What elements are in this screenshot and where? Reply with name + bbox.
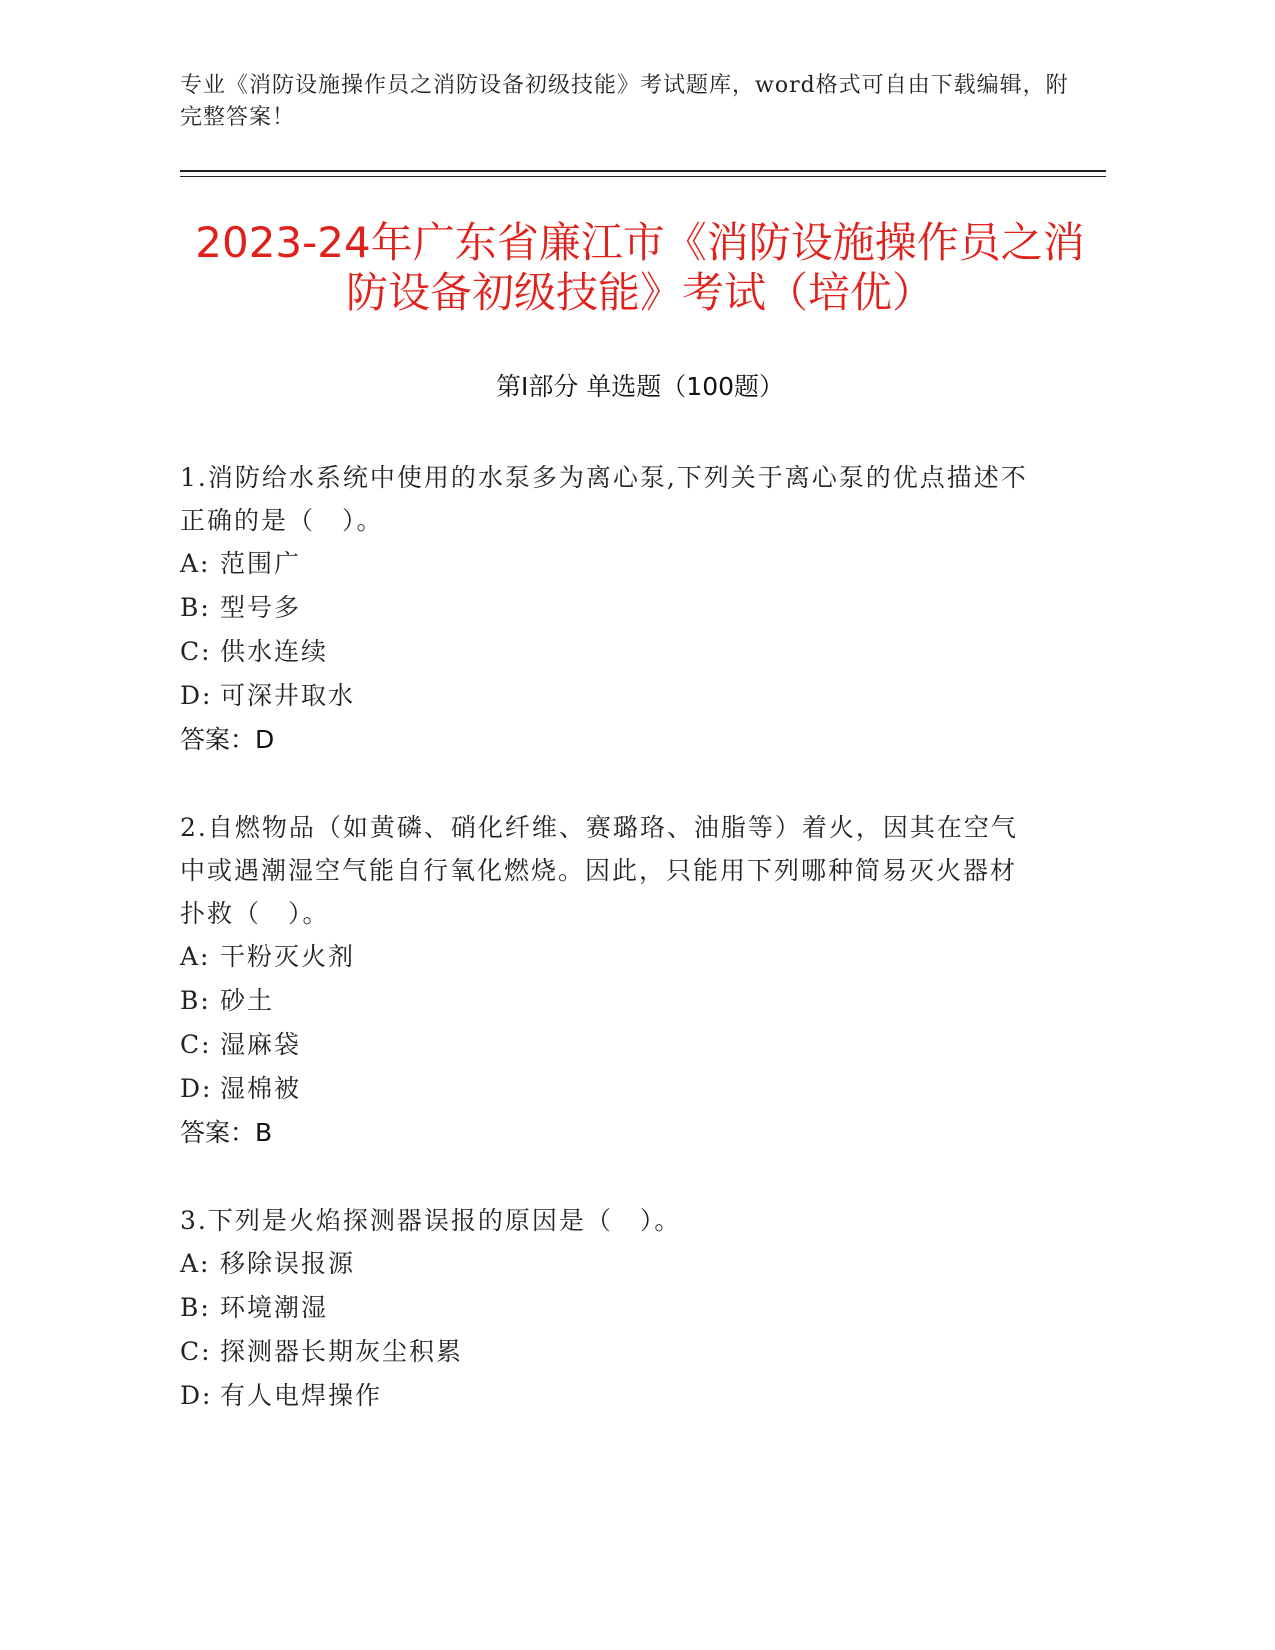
option-b — [180, 586, 1040, 630]
question-list — [180, 456, 1040, 1462]
page-title: 2023-24年广东省廉江市《消防设施操作员之消防设备初级技能》考试（培优） — [195, 218, 1085, 317]
option-key: B: — [180, 593, 211, 622]
option-a — [180, 542, 1040, 586]
answer-line — [180, 1111, 1040, 1155]
option-key: C: — [180, 1337, 212, 1366]
answer-label: 答案： — [180, 1118, 256, 1147]
option-text: 型号多 — [220, 593, 302, 622]
option-b — [180, 1286, 1040, 1330]
question-stem: 1.消防给水系统中使用的水泵多为离心泵,下列关于离心泵的优点描述不正确的是（ ）。 — [180, 463, 1028, 535]
option-c — [180, 1330, 1040, 1374]
option-text: 有人电焊操作 — [220, 1381, 383, 1410]
option-key: C: — [180, 1030, 212, 1059]
option-text: 环境潮湿 — [220, 1293, 329, 1322]
answer-value: B — [255, 1118, 273, 1147]
option-text: 范围广 — [220, 549, 302, 578]
header-rule-thick — [180, 170, 1106, 172]
option-text: 砂土 — [220, 986, 275, 1015]
option-a — [180, 1242, 1040, 1286]
option-key: A: — [180, 942, 211, 971]
option-key: D: — [180, 1074, 213, 1103]
option-text: 湿棉被 — [220, 1074, 302, 1103]
header-rule-thin — [180, 176, 1106, 177]
option-key: D: — [180, 681, 213, 710]
option-a — [180, 935, 1040, 979]
option-key: B: — [180, 986, 211, 1015]
option-c — [180, 1023, 1040, 1067]
option-key: D: — [180, 1381, 213, 1410]
answer-line — [180, 718, 1040, 762]
section-title: 第Ⅰ部分 单选题（100题） — [495, 372, 785, 401]
option-key: A: — [180, 549, 211, 578]
question-3 — [180, 1199, 1040, 1418]
option-key: B: — [180, 1293, 211, 1322]
option-key: A: — [180, 1249, 211, 1278]
question-2 — [180, 806, 1040, 1155]
option-d — [180, 674, 1040, 718]
option-text: 干粉灭火剂 — [220, 942, 356, 971]
option-text: 移除误报源 — [220, 1249, 356, 1278]
option-c — [180, 630, 1040, 674]
answer-label: 答案： — [180, 725, 256, 754]
question-stem: 3.下列是火焰探测器误报的原因是（ ）。 — [180, 1206, 682, 1235]
question-1 — [180, 456, 1040, 762]
option-d — [180, 1067, 1040, 1111]
option-d — [180, 1374, 1040, 1418]
option-text: 供水连续 — [220, 637, 329, 666]
option-text: 探测器长期灰尘积累 — [220, 1337, 464, 1366]
option-b — [180, 979, 1040, 1023]
answer-value: D — [255, 725, 275, 754]
header-note: 专业《消防设施操作员之消防设备初级技能》考试题库，word格式可自由下载编辑，附完整答案！ — [180, 73, 1069, 130]
option-text: 湿麻袋 — [220, 1030, 302, 1059]
option-text: 可深井取水 — [220, 681, 356, 710]
question-stem: 2.自燃物品（如黄磷、硝化纤维、赛璐珞、油脂等）着火，因其在空气中或遇潮湿空气能自行氧化燃烧。因此，只能用下列哪种简易灭火器材扑救（ ）。 — [180, 813, 1018, 928]
option-key: C: — [180, 637, 212, 666]
